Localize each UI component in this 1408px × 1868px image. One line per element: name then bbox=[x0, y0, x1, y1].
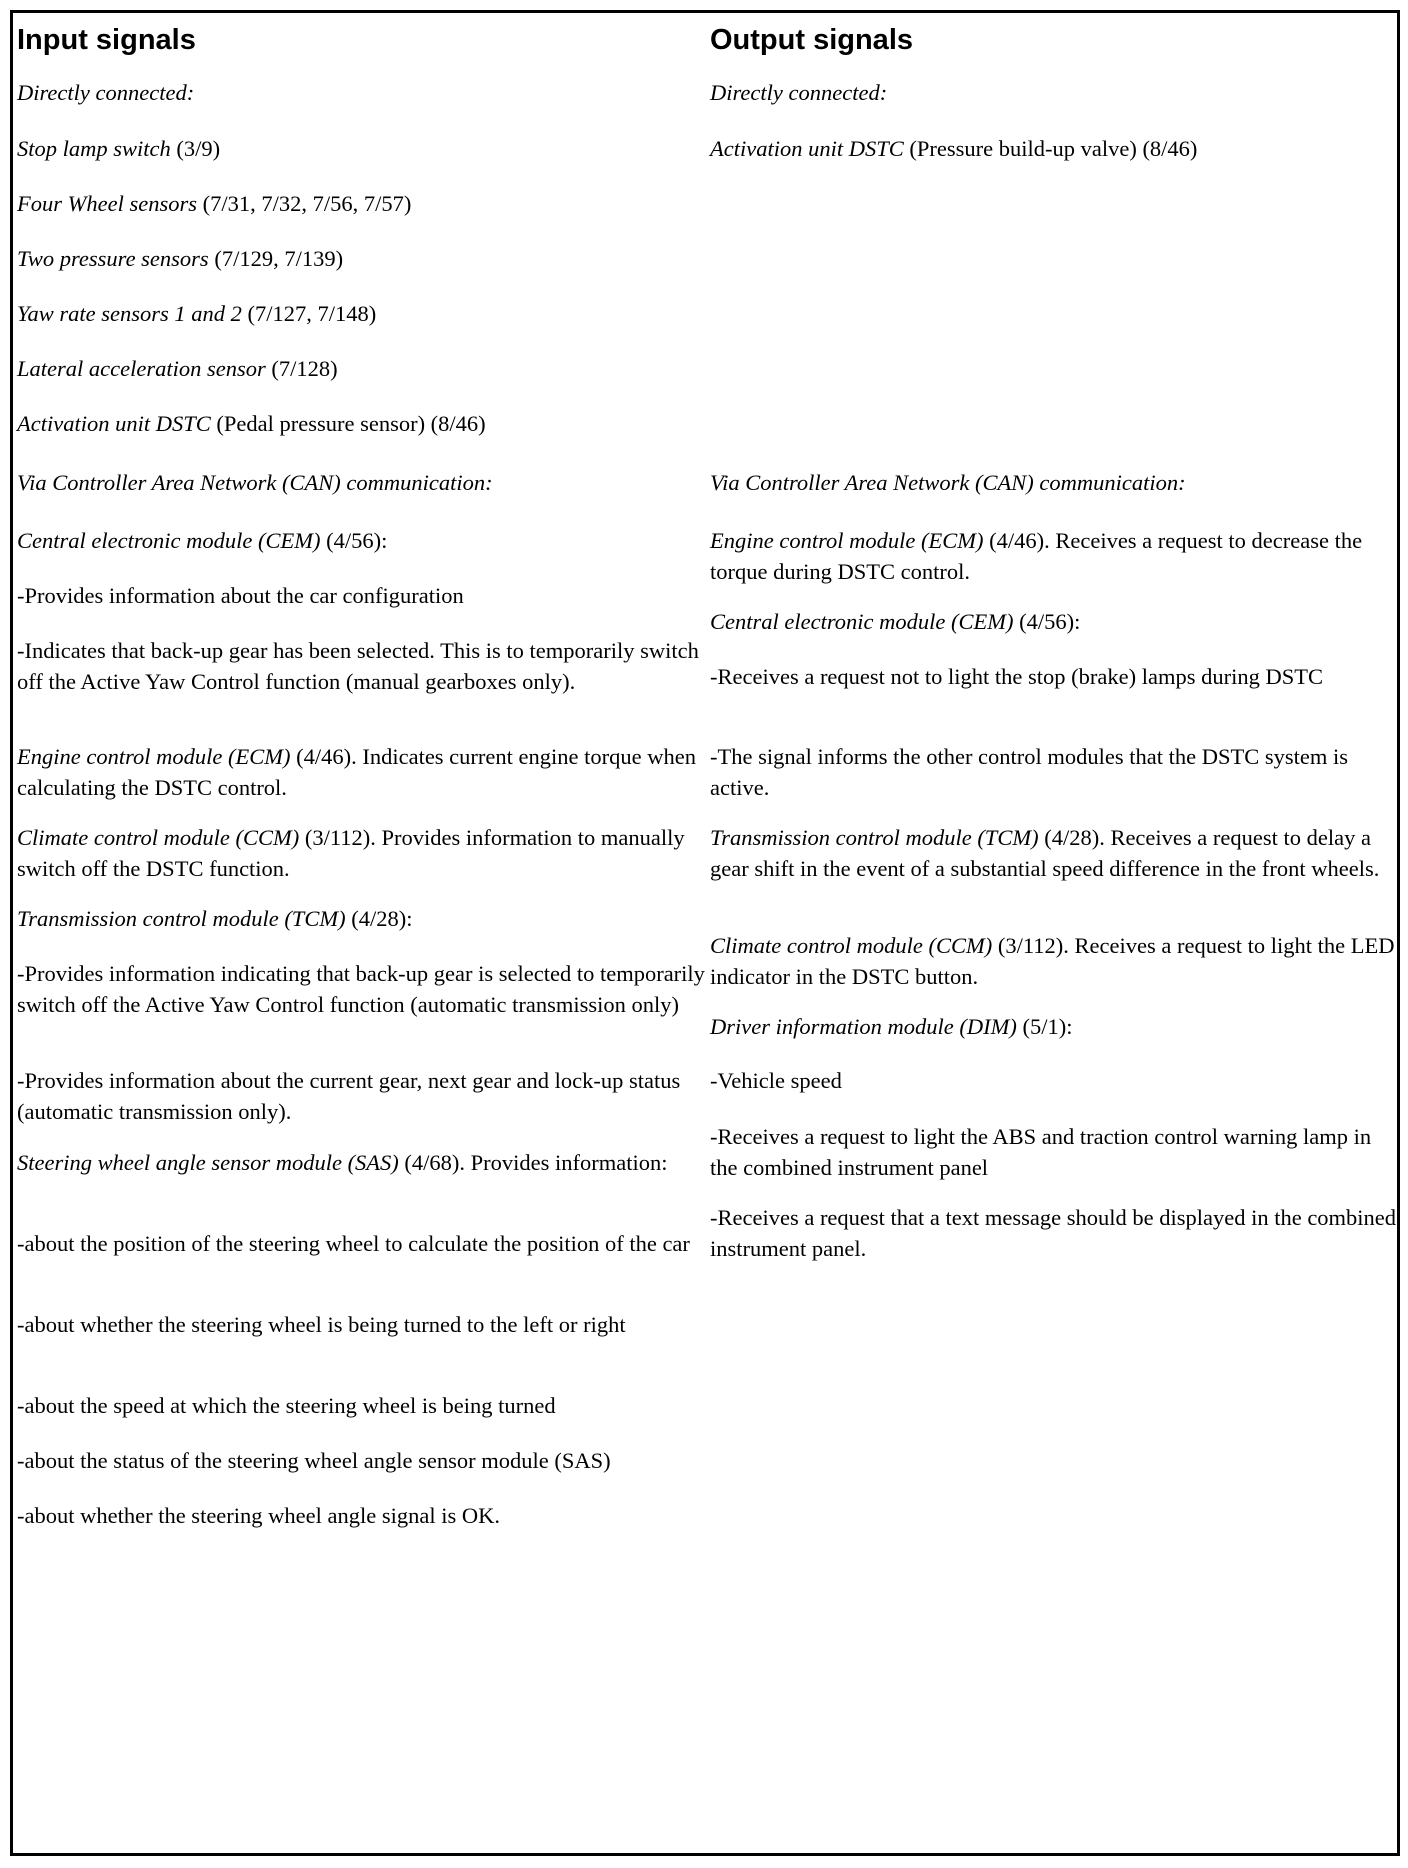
input-item: Yaw rate sensors 1 and 2 (7/127, 7/148) bbox=[17, 301, 377, 326]
input-item: Activation unit DSTC (Pedal pressure sensor) (8/46) bbox=[17, 411, 486, 436]
output-item: -Vehicle speed bbox=[710, 1068, 842, 1093]
input-item: Two pressure sensors (7/129, 7/139) bbox=[17, 246, 344, 271]
output-item: -Receives a request that a text message should be displayed in the combined instrument panel. bbox=[710, 1205, 1397, 1261]
input-item: Lateral acceleration sensor (7/128) bbox=[17, 356, 338, 381]
input-item: Engine control module (ECM) (4/46). Indicates current engine torque when calculating the DSTC control. bbox=[17, 744, 696, 800]
output-signals-heading: Output signals bbox=[710, 24, 913, 56]
input-item: -Indicates that back-up gear has been selected. This is to temporarily switch off the Active Yaw Control function (manual gearboxes only). bbox=[17, 638, 699, 694]
input-item: Stop lamp switch (3/9) bbox=[17, 136, 221, 161]
input-item: -about the status of the steering wheel angle sensor module (SAS) bbox=[17, 1448, 611, 1473]
input-item: Directly connected: bbox=[17, 80, 195, 105]
output-item: Transmission control module (TCM) (4/28). Receives a request to delay a gear shift in the event of a substantial speed difference in the front wheels. bbox=[710, 825, 1380, 881]
input-item: -about the speed at which the steering wheel is being turned bbox=[17, 1393, 556, 1418]
output-item: Driver information module (DIM) (5/1): bbox=[710, 1014, 1073, 1039]
output-item: Via Controller Area Network (CAN) communication: bbox=[710, 470, 1186, 495]
input-signals-heading: Input signals bbox=[17, 24, 196, 56]
input-item: -Provides information about the car configuration bbox=[17, 583, 464, 608]
input-item: Four Wheel sensors (7/31, 7/32, 7/56, 7/57) bbox=[17, 191, 412, 216]
input-item: Via Controller Area Network (CAN) communication: bbox=[17, 470, 493, 495]
output-item: Engine control module (ECM) (4/46). Receives a request to decrease the torque during DSTC control. bbox=[710, 528, 1363, 584]
input-item: -about whether the steering wheel is being turned to the left or right bbox=[17, 1312, 626, 1337]
input-item: Central electronic module (CEM) (4/56): bbox=[17, 528, 388, 553]
input-item: -Provides information indicating that back-up gear is selected to temporarily switch off the Active Yaw Control function (automatic transmission only) bbox=[17, 961, 705, 1017]
input-item: Transmission control module (TCM) (4/28): bbox=[17, 906, 413, 931]
input-item: Climate control module (CCM) (3/112). Provides information to manually switch off the DSTC function. bbox=[17, 825, 685, 881]
signals-table bbox=[10, 10, 1400, 1856]
output-item: -Receives a request not to light the stop (brake) lamps during DSTC bbox=[710, 664, 1323, 689]
output-item: Activation unit DSTC (Pressure build-up valve) (8/46) bbox=[710, 136, 1198, 161]
input-item: Steering wheel angle sensor module (SAS) (4/68). Provides information: bbox=[17, 1150, 668, 1175]
output-item: -The signal informs the other control modules that the DSTC system is active. bbox=[710, 744, 1349, 800]
output-item: Climate control module (CCM) (3/112). Receives a request to light the LED indicator in the DSTC button. bbox=[710, 933, 1395, 989]
input-item: -about the position of the steering wheel to calculate the position of the car bbox=[17, 1231, 690, 1256]
output-item: Central electronic module (CEM) (4/56): bbox=[710, 609, 1081, 634]
input-item: -about whether the steering wheel angle signal is OK. bbox=[17, 1503, 500, 1528]
input-item: -Provides information about the current gear, next gear and lock-up status (automatic transmission only). bbox=[17, 1068, 681, 1124]
output-item: -Receives a request to light the ABS and traction control warning lamp in the combined instrument panel bbox=[710, 1124, 1372, 1180]
output-item: Directly connected: bbox=[710, 80, 888, 105]
